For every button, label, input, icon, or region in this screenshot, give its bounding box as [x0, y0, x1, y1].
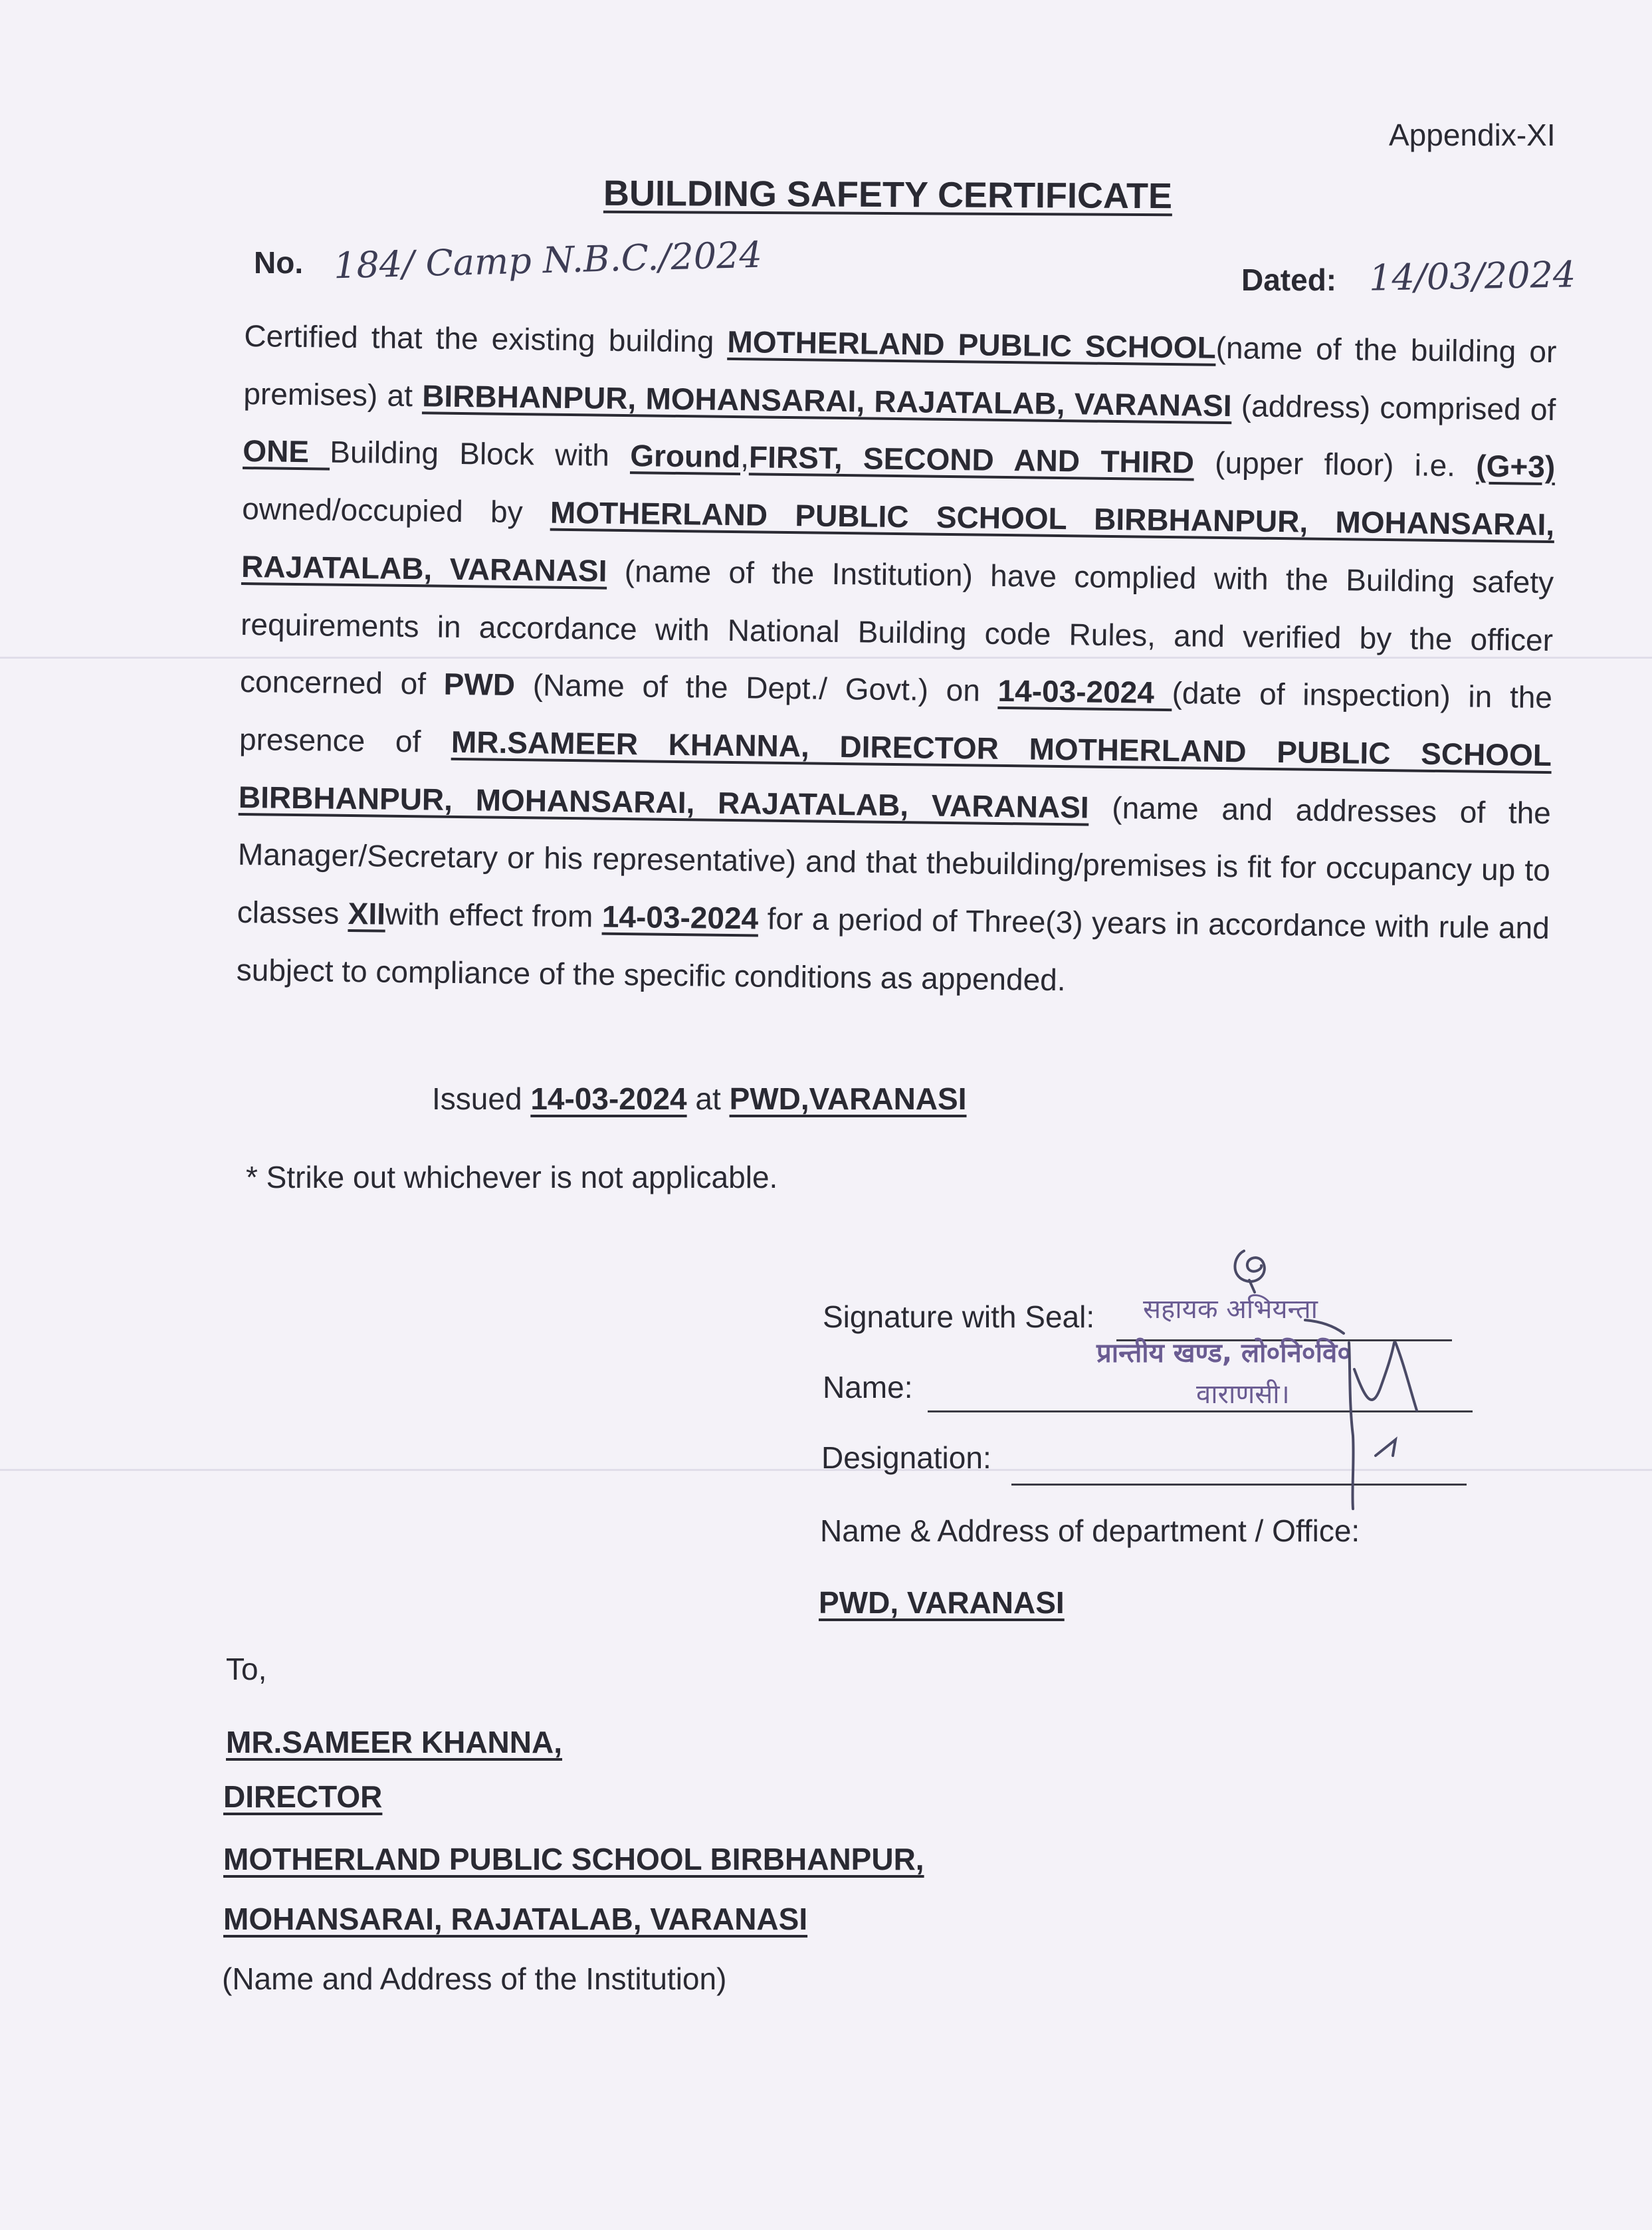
issued-prefix: Issued: [432, 1081, 531, 1116]
school-name: MOTHERLAND PUBLIC SCHOOL: [727, 324, 1217, 365]
body-text: for a period of Three(3) years in accordance with rule and subject to compliance of the specific conditions as appended.: [236, 901, 1550, 997]
manager-name-address: MR.SAMEER KHANNA, DIRECTOR MOTHERLAND PUBLIC SCHOOL BIRBHANPUR, MOHANSARAI, RAJATALAB, VARANASI: [238, 724, 1552, 825]
department: PWD: [443, 666, 516, 703]
body-text: (upper floor) i.e.: [1193, 445, 1477, 484]
issued-line: [432, 1081, 967, 1117]
body-text: ,: [740, 439, 750, 475]
issued-place: PWD,VARANASI: [729, 1081, 967, 1116]
issued-date: 14-03-2024: [530, 1081, 687, 1116]
department-address-label: Name & Address of department / Office:: [820, 1513, 1360, 1548]
designation-label: Designation:: [821, 1440, 991, 1475]
inspection-date: 14-03-2024: [997, 673, 1172, 711]
recipient-designation: DIRECTOR: [223, 1779, 383, 1814]
official-seal-line2: प्रान्तीय खण्ड, लो०नि०वि०: [1096, 1338, 1352, 1369]
certificate-title: BUILDING SAFETY CERTIFICATE: [603, 173, 1173, 217]
body-text: (Name of the Dept./ Govt.) on: [514, 667, 998, 709]
recipient-address: MOHANSARAI, RAJATALAB, VARANASI: [223, 1902, 808, 1936]
body-text: Building Block with: [330, 434, 631, 473]
body-text: (name of the Institution) have complied with the Building safety requirements in accordance with National Building code Rules, and verified by the officer concerned of: [239, 553, 1554, 701]
appendix-label: Appendix-XI: [1389, 118, 1556, 152]
dated-label: Dated:: [1241, 263, 1337, 297]
upper-floors: FIRST, SECOND AND THIRD: [748, 439, 1195, 480]
floor-config: (G+3): [1476, 449, 1556, 485]
recipient-caption: (Name and Address of the Institution): [222, 1961, 727, 1996]
official-seal-line1: सहायक अभियन्ता: [1143, 1294, 1318, 1325]
body-text: (address) comprised of: [1231, 388, 1556, 427]
recipient-institution: MOTHERLAND PUBLIC SCHOOL BIRBHANPUR,: [223, 1842, 924, 1876]
body-text: owned/occupied by: [241, 491, 551, 530]
premises-address: BIRBHANPUR, MOHANSARAI, RAJATALAB, VARANASI: [421, 378, 1232, 423]
recipient-to: To,: [226, 1652, 267, 1686]
official-seal-line3: वाराणसी।: [1196, 1379, 1290, 1410]
dated-value: 14/03/2024: [1368, 253, 1576, 299]
body-text: Certified that the existing building: [244, 318, 728, 359]
classes-up-to: XII: [348, 896, 386, 931]
block-count: ONE: [243, 433, 330, 469]
strike-out-note: * Strike out whichever is not applicable.: [246, 1160, 778, 1194]
certificate-no-label: No.: [254, 245, 304, 280]
recipient-name: MR.SAMEER KHANNA,: [226, 1725, 562, 1759]
effective-date: 14-03-2024: [601, 899, 759, 936]
ground-floor: Ground: [629, 438, 741, 475]
certificate-no-value: 184/ Camp N.B.C./2024: [333, 233, 763, 287]
certificate-body: [236, 307, 1557, 1014]
body-text: with effect from: [385, 896, 603, 934]
issued-mid: at: [686, 1081, 730, 1116]
body-text: (name and addresses of the Manager/Secretary or his representative) and that thebuilding/premises is fit for occupancy up to classes: [237, 790, 1552, 931]
name-label: Name:: [823, 1370, 913, 1404]
body-text: (name of the building or premises) at: [243, 330, 1557, 413]
department-address-value: PWD, VARANASI: [819, 1585, 1065, 1620]
signature-label: Signature with Seal:: [823, 1299, 1095, 1334]
handwritten-signature: [1170, 1236, 1449, 1515]
owner-institution: MOTHERLAND PUBLIC SCHOOL BIRBHANPUR, MOHANSARAI, RAJATALAB, VARANASI: [241, 495, 1555, 588]
body-text: (date of inspection) in the presence of: [239, 675, 1553, 759]
